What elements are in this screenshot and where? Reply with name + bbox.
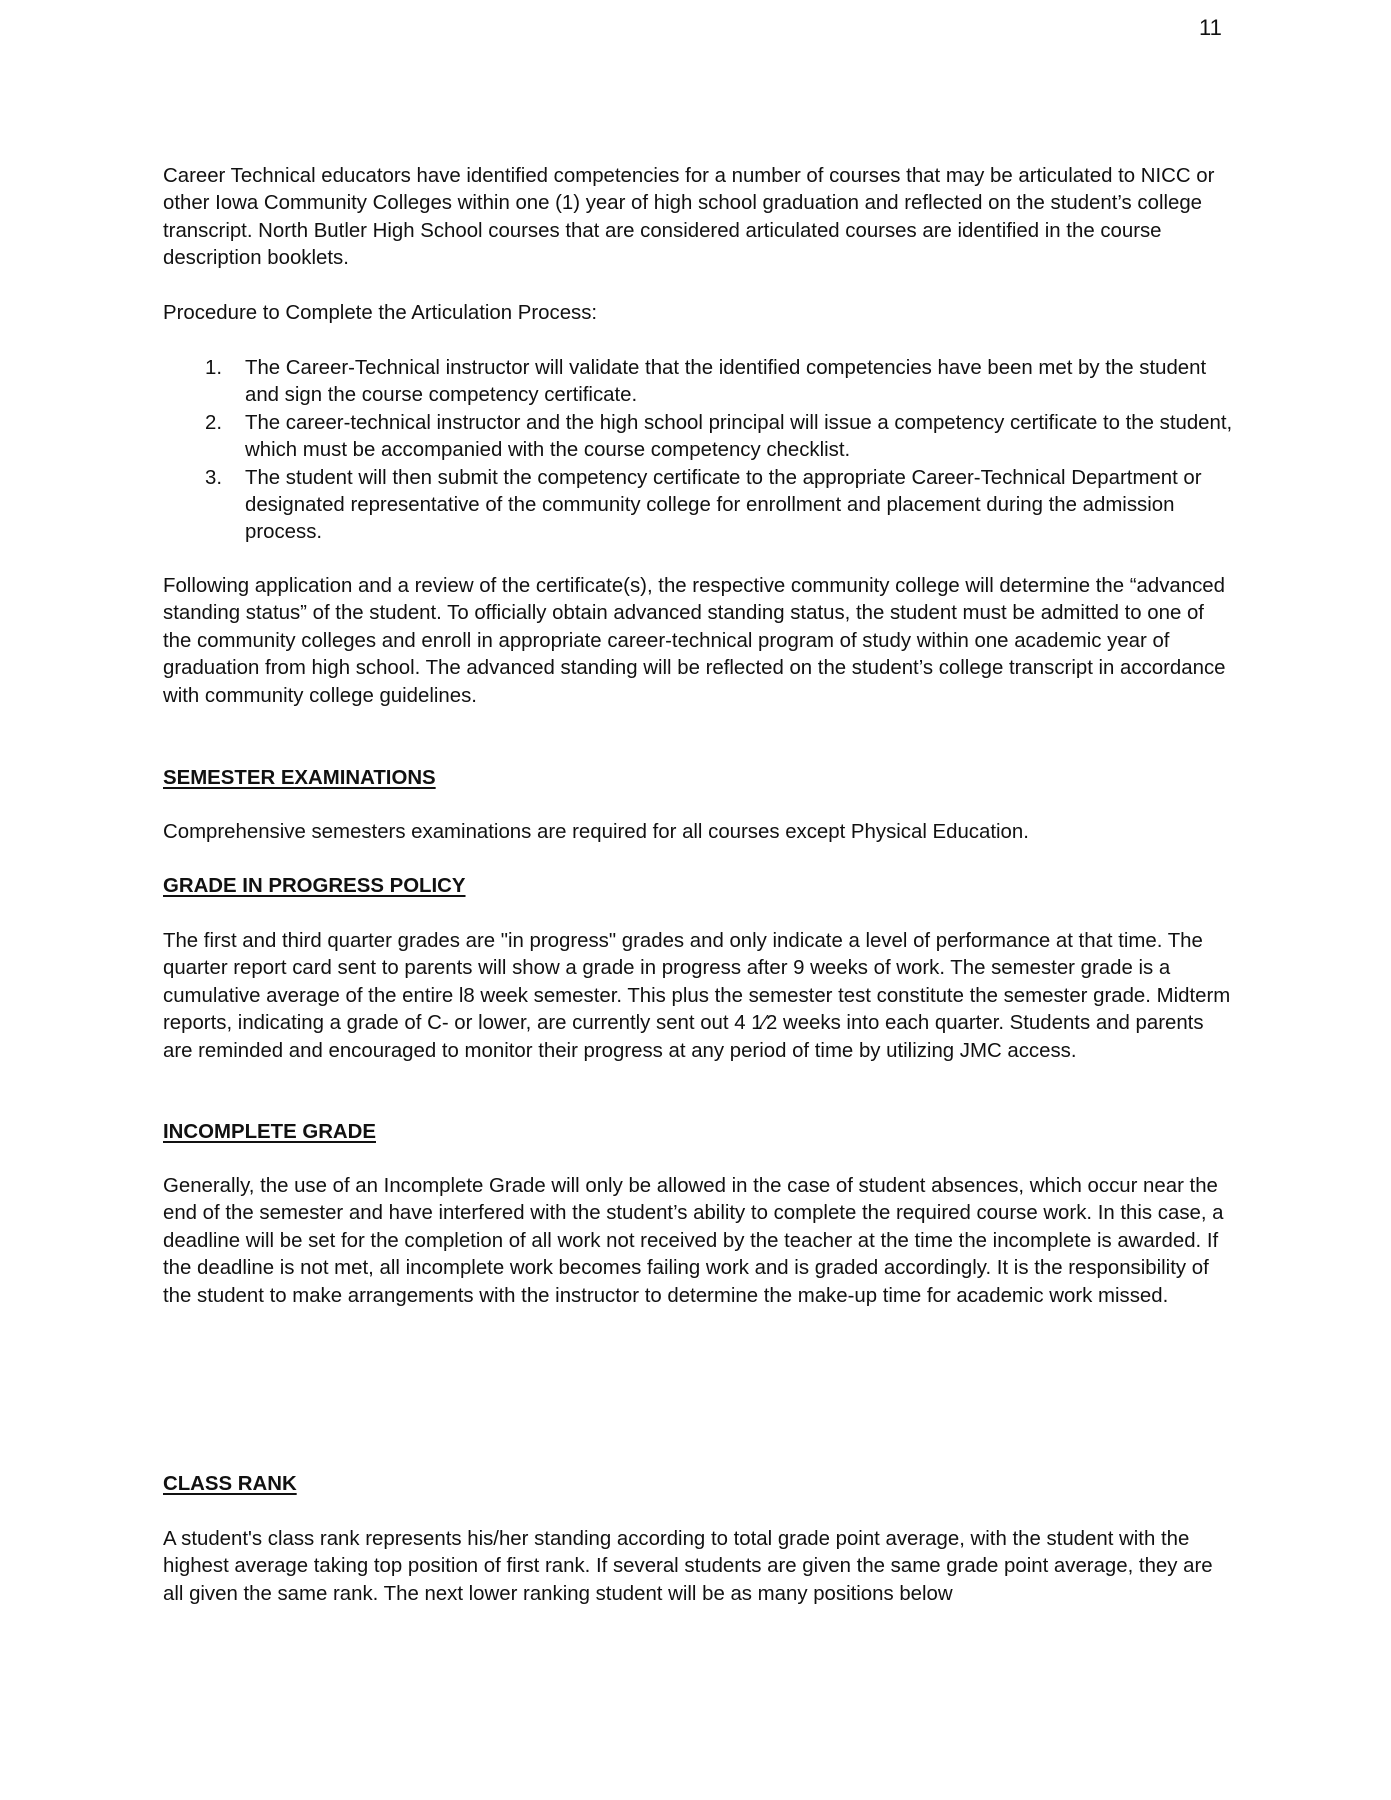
list-item-number: 1. — [205, 357, 223, 379]
list-item — [163, 410, 1233, 465]
articulation-steps-list — [163, 355, 1233, 547]
incomplete-grade-body: Generally, the use of an Incomplete Grade will only be allowed in the case of student absences, which occur near the end of the semester and have interfered with the student’s ability to complete the required course work. In this case, a deadline will be set for the completion of all work not received by the teacher at the time the incomplete is awarded. If the deadline is not met, all incomplete work becomes failing work and is graded accordingly. It is the responsibility of the student to make arrangements with the instructor to determine the make-up time for academic work missed. — [163, 1175, 1224, 1307]
grade-in-progress-body: The first and third quarter grades are "in progress" grades and only indicate a level of performance at that time. The quarter report card sent to parents will show a grade in progress after 9 weeks of work. The semester grade is a cumulative average of the entire l8 week semester. This plus the semester test constitute the semester grade. Midterm reports, indicating a grade of C- or lower, are currently sent out 4 1⁄2 weeks into each quarter. Students and parents are reminded and encouraged to monitor their progress at any period of time by utilizing JMC access. — [163, 930, 1231, 1062]
list-item — [163, 465, 1233, 547]
list-item-number: 3. — [205, 466, 223, 489]
semester-examinations-body: Comprehensive semesters examinations are required for all courses except Physical Education. — [163, 821, 1029, 843]
class-rank-heading: CLASS RANK — [163, 1473, 297, 1495]
list-item-number: 2. — [205, 411, 223, 434]
intro-paragraph: Career Technical educators have identified competencies for a number of courses that may be articulated to NICC or other Iowa Community Colleges within one (1) year of high school graduation and reflected on the student’s college transcript. North Butler High School courses that are considered articulated courses are identified in the course description booklets. — [163, 165, 1215, 270]
list-item-text: The career-technical instructor and the high school principal will issue a competency certificate to the student, which must be accompanied with the course competency checklist. — [245, 411, 1233, 462]
list-item-text: The Career-Technical instructor will validate that the identified competencies have been met by the student and sign the course competency certificate. — [245, 357, 1207, 407]
advanced-standing-paragraph: Following application and a review of the certificate(s), the respective community college will determine the “advanced standing status” of the student. To officially obtain advanced standing status, the student must be admitted to one of the community colleges and enroll in appropriate career-technical program of study within one academic year of graduation from high school. The advanced standing will be reflected on the student’s college transcript in accordance with community college guidelines. — [163, 575, 1226, 707]
page-number: 11 — [1199, 15, 1222, 40]
list-item — [163, 355, 1233, 410]
semester-examinations-heading: SEMESTER EXAMINATIONS — [163, 767, 436, 789]
incomplete-grade-heading: INCOMPLETE GRADE — [163, 1121, 376, 1143]
grade-in-progress-heading: GRADE IN PROGRESS POLICY — [163, 875, 466, 897]
list-item-text: The student will then submit the competency certificate to the appropriate Career-Technical Department or designated representative of the community college for enrollment and placement during the admission process. — [245, 466, 1202, 544]
procedure-label: Procedure to Complete the Articulation Process: — [163, 302, 598, 324]
class-rank-body: A student's class rank represents his/her standing according to total grade point average, with the student with the highest average taking top position of first rank. If several students are given the same grade point average, they are all given the same rank. The next lower ranking student will be as many positions below — [163, 1528, 1213, 1605]
